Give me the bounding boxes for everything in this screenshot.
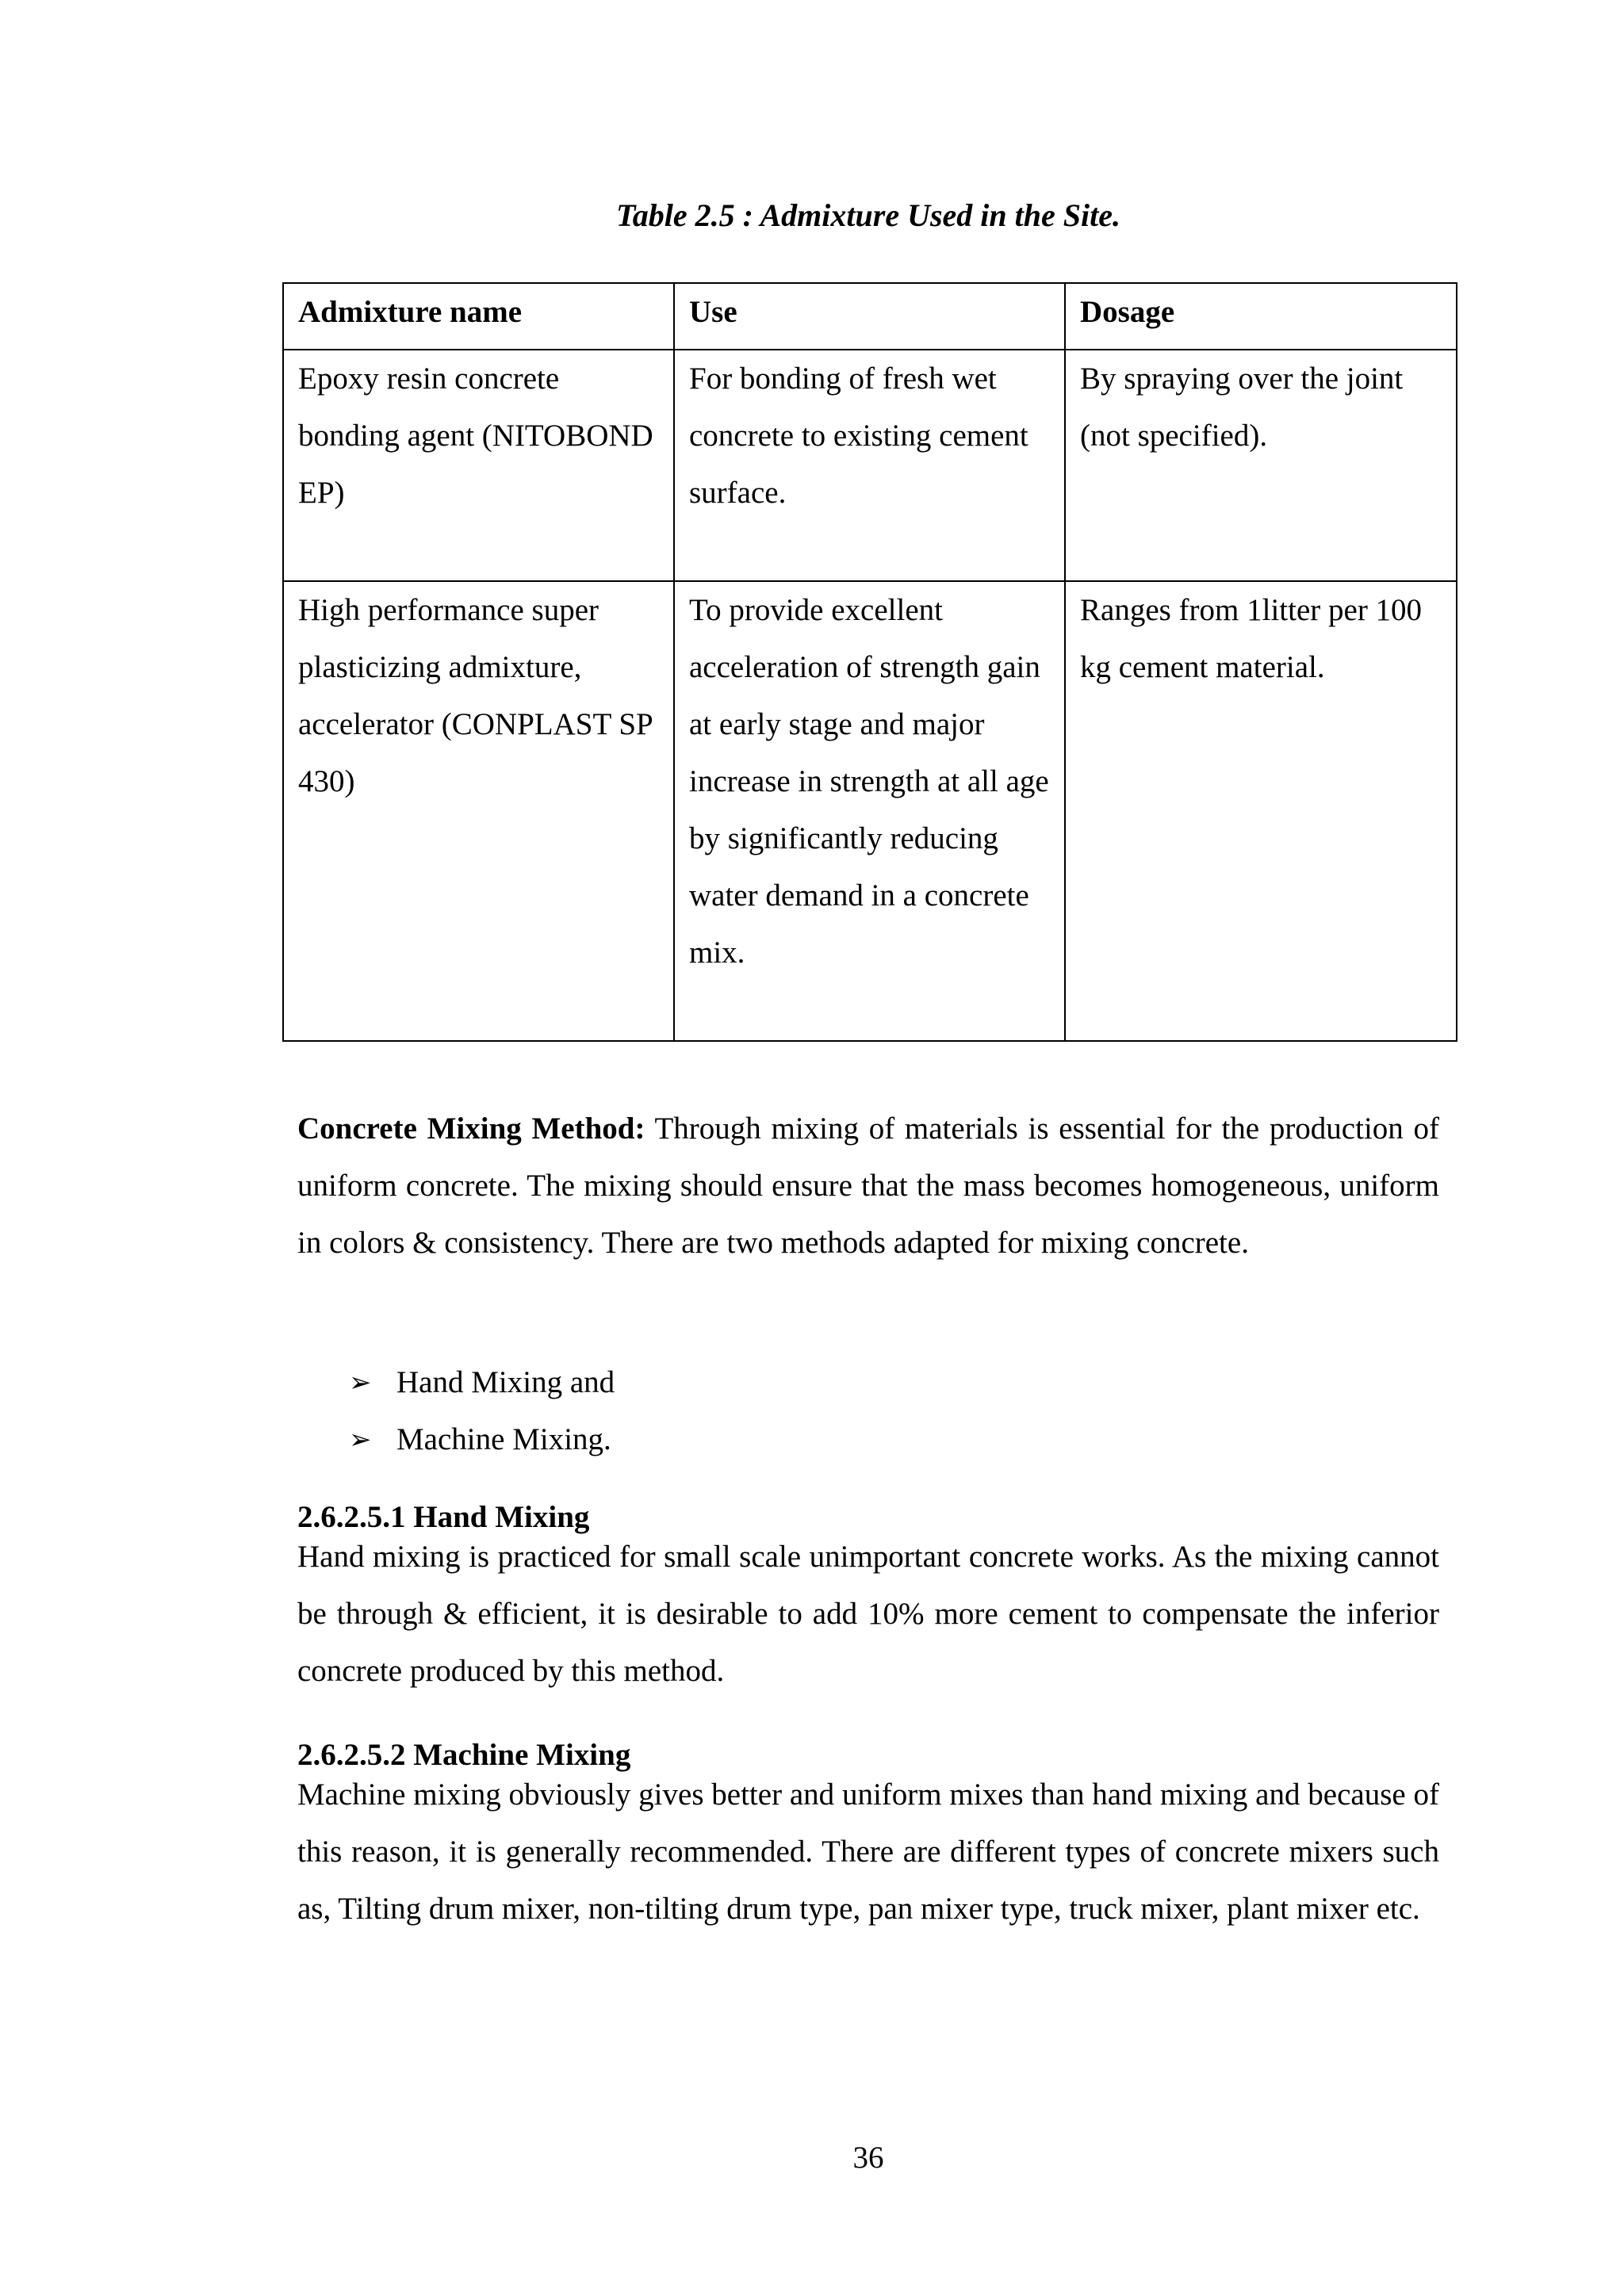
header-admixture-name: Admixture name bbox=[283, 283, 674, 350]
list-item-text: Machine Mixing. bbox=[396, 1422, 611, 1456]
cell-use bbox=[674, 581, 1065, 1041]
cell-text: To provide excellent acceleration of strength gain at early stage and major increase in strength at all age by significantly reducing water demand in a concrete mix. bbox=[689, 593, 1049, 970]
cell-text: High performance super plasticizing admixture, accelerator (CONPLAST SP 430) bbox=[298, 593, 653, 798]
list-item bbox=[349, 1411, 615, 1468]
mixing-method-paragraph bbox=[297, 1100, 1439, 1272]
list-item-text: Hand Mixing and bbox=[396, 1365, 615, 1399]
page-number: 36 bbox=[852, 2141, 884, 2175]
table-row bbox=[283, 581, 1457, 1041]
list-item bbox=[349, 1354, 615, 1411]
cell-text: Ranges from 1litter per 100 kg cement material. bbox=[1080, 593, 1423, 684]
machine-mixing-heading: 2.6.2.5.2 Machine Mixing bbox=[297, 1738, 631, 1772]
machine-mixing-paragraph: Machine mixing obviously gives better and uniform mixes than hand mixing and because of this reason, it is generally recommended. There are different types of concrete mixers such as, Tilting drum mixer, non-tilting drum type, pan mixer type, truck mixer, plant mixer etc. bbox=[297, 1777, 1439, 1926]
arrow-bullet-icon: ➢ bbox=[349, 1424, 372, 1456]
mixing-method-label: Concrete Mixing Method: bbox=[297, 1112, 645, 1146]
cell-text: Epoxy resin concrete bonding agent (NITOBOND EP) bbox=[298, 362, 653, 510]
mixing-method-text: Through mixing of materials is essential for the production of uniform concrete. The mixing should ensure that the mass becomes homogeneous, uniform in colors & consistency. There are two methods adapted for mixing concrete. bbox=[297, 1112, 1439, 1260]
admixture-table bbox=[282, 282, 1457, 1042]
table-caption: Table 2.5 : Admixture Used in the Site. bbox=[616, 197, 1120, 233]
mixing-methods-list bbox=[349, 1354, 615, 1468]
cell-text: For bonding of fresh wet concrete to existing cement surface. bbox=[689, 362, 1028, 510]
header-dosage: Dosage bbox=[1065, 283, 1457, 350]
cell-text: By spraying over the joint (not specified). bbox=[1080, 362, 1404, 453]
header-use: Use bbox=[674, 283, 1065, 350]
hand-mixing-paragraph: Hand mixing is practiced for small scale unimportant concrete works. As the mixing cannot be through & efficient, it is desirable to add 10% more cement to compensate the inferior concrete produced by this method. bbox=[297, 1540, 1439, 1688]
table-header-row bbox=[283, 283, 1457, 350]
cell-admixture-name bbox=[283, 581, 674, 1041]
cell-dosage bbox=[1065, 350, 1457, 581]
cell-dosage bbox=[1065, 581, 1457, 1041]
table-row bbox=[283, 350, 1457, 581]
arrow-bullet-icon: ➢ bbox=[349, 1367, 372, 1399]
cell-admixture-name bbox=[283, 350, 674, 581]
cell-use bbox=[674, 350, 1065, 581]
hand-mixing-heading: 2.6.2.5.1 Hand Mixing bbox=[297, 1500, 590, 1534]
